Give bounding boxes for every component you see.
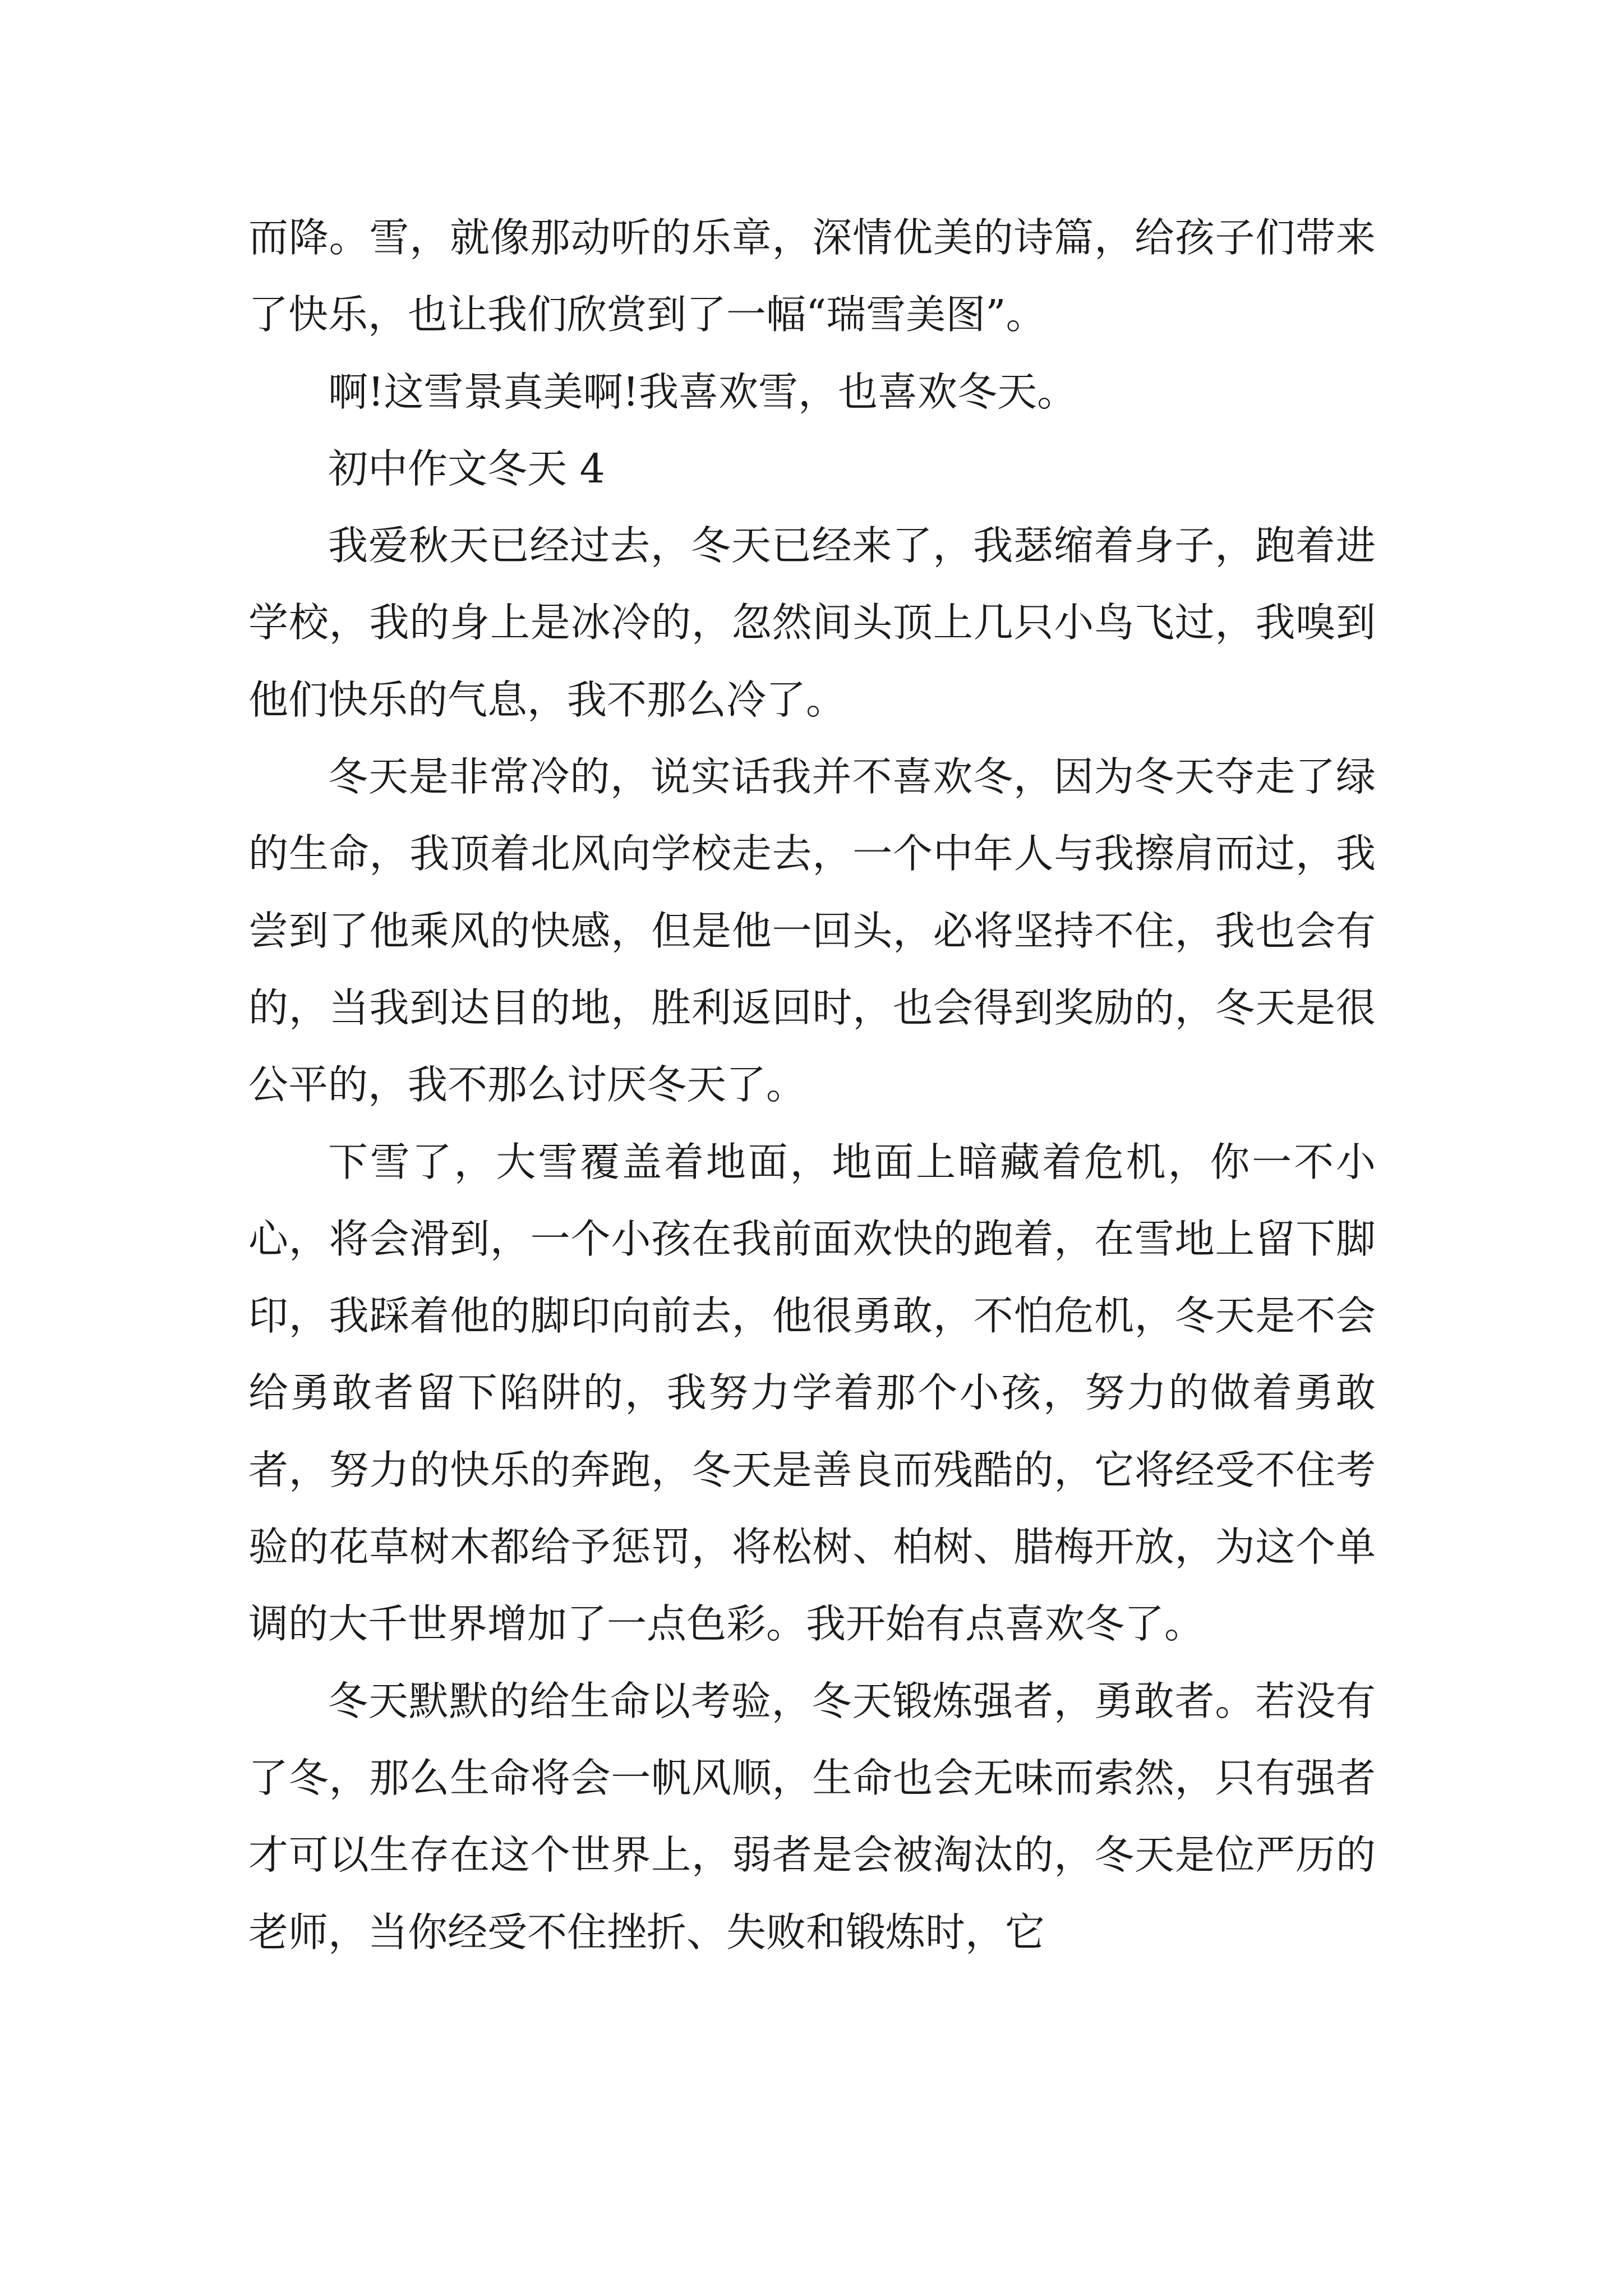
essay-title: 初中作文冬天 4 [328, 445, 605, 492]
paragraph-snow-exclaim: 啊!这雪景真美啊!我喜欢雪，也喜欢冬天。 [328, 368, 1077, 415]
paragraph-snow-ending: 而降。雪，就像那动听的乐章，深情优美的诗篇，给孩子们带来了快乐，也让我们欣赏到了一幅“瑞雪美图”。 [248, 214, 1376, 338]
paragraph-snowfall: 下雪了，大雪覆盖着地面，地面上暗藏着危机，你一不小心，将会滑到，一个小孩在我前面欢快的跑着，在雪地上留下脚印，我踩着他的脚印向前去，他很勇敢，不怕危机，冬天是不会给勇敢者留下陷阱的，我努力学着那个小孩，努力的做着勇敢者，努力的快乐的奔跑，冬天是善良而残酷的，它将经受不住考验的花草树木都给予惩罚，将松树、柏树、腊梅开放，为这个单调的大千世界增加了一点色彩。我开始有点喜欢冬了。 [248, 1138, 1376, 1648]
paragraph-winter-test: 冬天默默的给生命以考验，冬天锻炼强者，勇敢者。若没有了冬，那么生命将会一帆风顺，生命也会无味而索然，只有强者才可以生存在这个世界上，弱者是会被淘汰的，冬天是位严历的老师，当你经受不住挫折、失败和锻炼时，它 [248, 1677, 1376, 1955]
paragraph-cold-winter: 冬天是非常冷的，说实话我并不喜欢冬，因为冬天夺走了绿的生命，我顶着北风向学校走去，一个中年人与我擦肩而过，我尝到了他乘风的快感，但是他一回头，必将坚持不住，我也会有的，当我到达目的地，胜利返回时，也会得到奖励的，冬天是很公平的，我不那么讨厌冬天了。 [248, 753, 1376, 1108]
paragraph-autumn-gone: 我爱秋天已经过去，冬天已经来了，我瑟缩着身子，跑着进学校，我的身上是冰冷的，忽然间头顶上几只小鸟飞过，我嗅到他们快乐的气息，我不那么冷了。 [248, 522, 1376, 723]
body-text [248, 199, 1376, 1971]
